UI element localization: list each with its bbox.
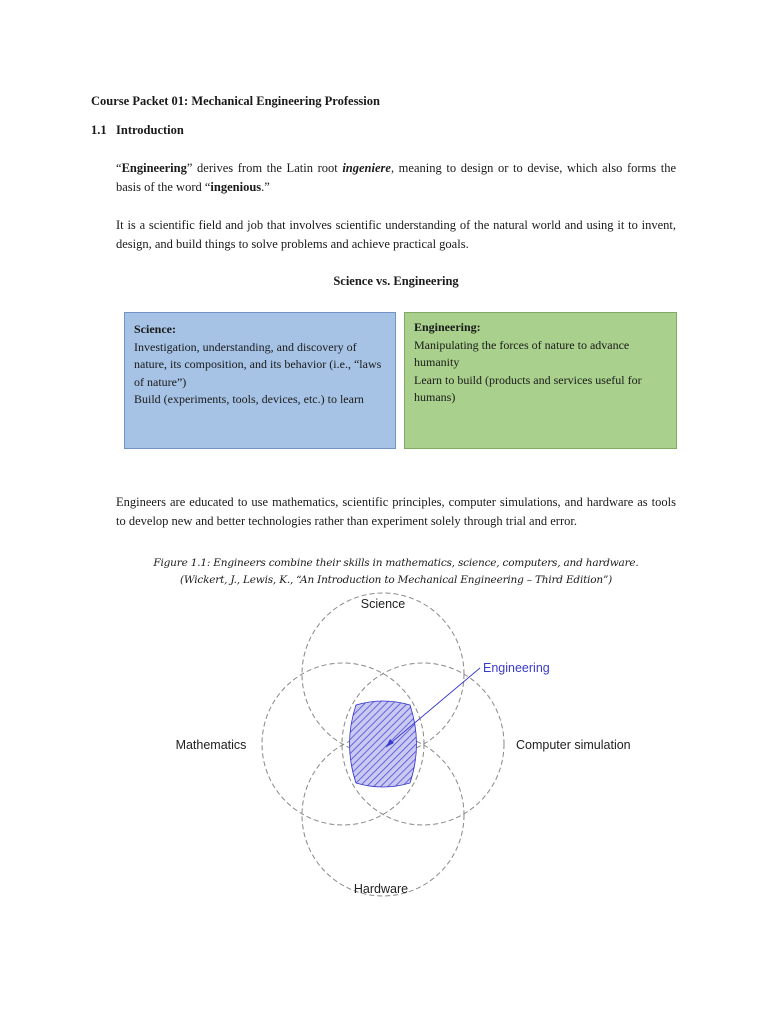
term-engineering: Engineering bbox=[121, 161, 187, 175]
science-box-title: Science: bbox=[134, 322, 176, 336]
quote-open: “ bbox=[116, 161, 122, 175]
intro-text-3: .” bbox=[261, 180, 270, 194]
label-mathematics: Mathematics bbox=[175, 738, 247, 752]
section-title: Introduction bbox=[116, 123, 184, 137]
science-box-line: Investigation, understanding, and discovery of nature, its composition, and its behavior (i.e., “laws of nature”) bbox=[134, 339, 382, 389]
definition-paragraph: It is a scientific field and job that involves scientific understanding of the natural world and using it to invent, design, and build things to solve problems and achieve practical goals. bbox=[116, 218, 676, 251]
label-science: Science bbox=[360, 597, 406, 611]
label-engineering: Engineering bbox=[483, 661, 550, 675]
science-box-line: Build (experiments, tools, devices, etc.) to learn bbox=[134, 392, 364, 406]
engineering-box-title: Engineering: bbox=[414, 320, 481, 334]
engineering-box-line: Learn to build (products and services useful for humans) bbox=[414, 372, 642, 404]
latin-root: ingeniere bbox=[342, 161, 391, 175]
intro-text-2: , meaning to design or to devise, which also forms the basis of the word “ bbox=[116, 161, 676, 194]
comparison-heading: Science vs. Engineering bbox=[333, 274, 459, 288]
label-hardware: Hardware bbox=[353, 882, 409, 896]
engineering-overlap-region bbox=[350, 701, 417, 787]
intro-text-1: ” derives from the Latin root bbox=[186, 161, 343, 175]
figure-source: (Wickert, J., Lewis, K., “An Introduction to Mechanical Engineering – Third Edition”) bbox=[179, 574, 613, 586]
section-number: 1.1 bbox=[91, 123, 107, 137]
label-computer-simulation: Computer simulation bbox=[516, 738, 631, 752]
word-ingenious: ingenious bbox=[210, 180, 262, 194]
engineers-paragraph: Engineers are educated to use mathematics, scientific principles, computer simulations, and hardware as tools to develop new and better technologies rather than experiment solely through trial and error. bbox=[116, 495, 676, 528]
figure-caption: Figure 1.1: Engineers combine their skills in mathematics, science, computers, and hardware. bbox=[153, 557, 639, 569]
engineering-box-line: Manipulating the forces of nature to advance humanity bbox=[414, 337, 630, 369]
page-title: Course Packet 01: Mechanical Engineering Profession bbox=[91, 94, 380, 108]
